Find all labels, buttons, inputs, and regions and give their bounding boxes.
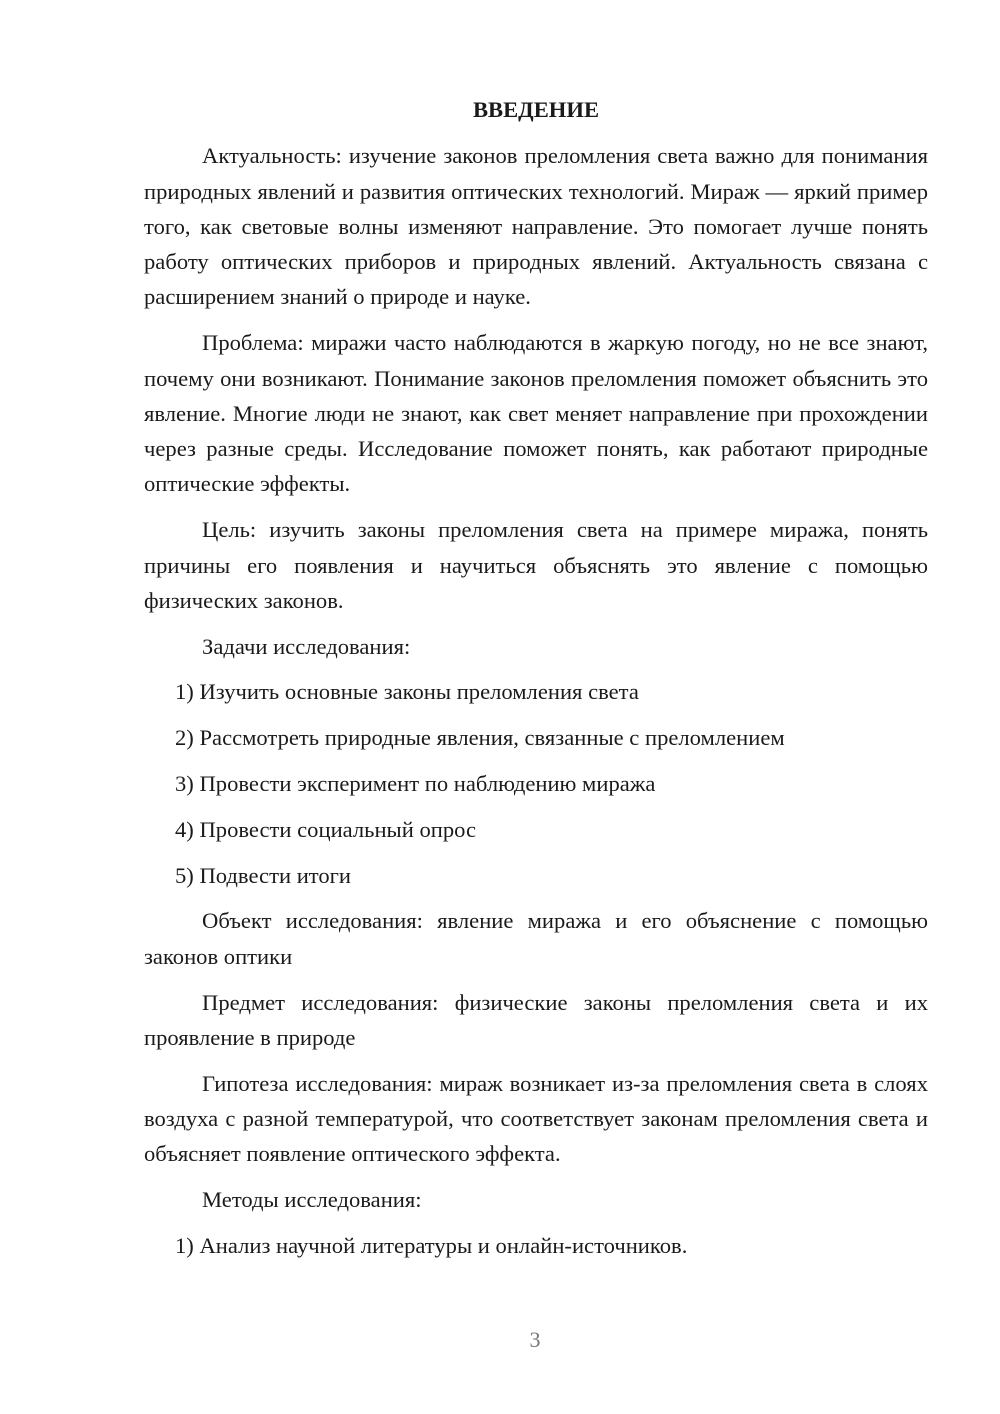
- method-item: 1) Анализ научной литературы и онлайн-источников.: [175, 1232, 688, 1258]
- page-number: 3: [529, 1327, 541, 1352]
- subject-paragraph: Предмет исследования: физические законы преломления света и их проявление в природе: [144, 989, 928, 1050]
- document-page: [144, 92, 928, 1274]
- page-title: ВВЕДЕНИЕ: [472, 97, 600, 122]
- goal-paragraph: Цель: изучить законы преломления света на примере миража, понять причины его появления и научиться объяснять это явление с помощью физических законов.: [144, 517, 928, 613]
- task-item: 1) Изучить основные законы преломления света: [175, 679, 639, 705]
- tasks-heading: Задачи исследования:: [202, 633, 411, 659]
- methods-heading: Методы исследования:: [202, 1187, 422, 1213]
- task-item: 3) Провести эксперимент по наблюдению миража: [175, 771, 656, 797]
- task-item: 4) Провести социальный опрос: [175, 816, 477, 842]
- object-paragraph: Объект исследования: явление миража и его объяснение с помощью законов оптики: [144, 908, 928, 969]
- task-item: 5) Подвести итоги: [175, 862, 352, 888]
- task-item: 2) Рассмотреть природные явления, связанные с преломлением: [175, 725, 785, 751]
- relevance-paragraph: Актуальность: изучение законов преломления света важно для понимания природных явлений и развития оптических технологий. Мираж — яркий пример того, как световые волны изменяют направление. Это помогает лучше понять работу оптических приборов и природных явлений. Актуальность связана с расширением знаний о природе и науке.: [144, 143, 928, 310]
- problem-paragraph: Проблема: миражи часто наблюдаются в жаркую погоду, но не все знают, почему они возникают. Понимание законов преломления поможет объяснить это явление. Многие люди не знают, как свет меняет направление при прохождении через разные среды. Исследование поможет понять, как работают природные оптические эффекты.: [144, 330, 928, 497]
- hypothesis-paragraph: Гипотеза исследования: мираж возникает из-за преломления света в слоях воздуха с разной температурой, что соответствует законам преломления света и объясняет появление оптического эффекта.: [144, 1070, 928, 1167]
